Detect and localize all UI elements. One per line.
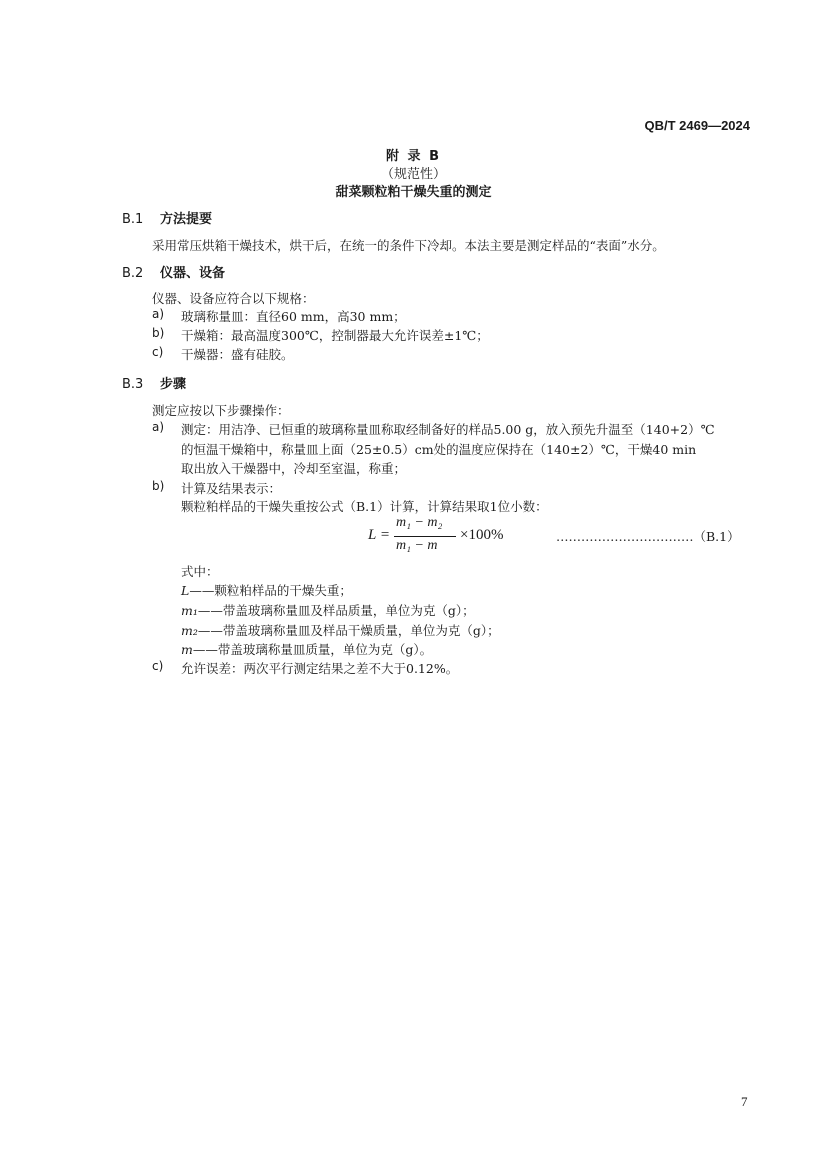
formula-numerator: m₁ − m₂ [396,515,443,530]
variable-symbol: m [181,642,193,657]
variable-description: ——带盖玻璃称量皿及样品干燥质量，单位为克（g）； [197,623,500,638]
step-b-title: 计算及结果表示： [181,481,282,496]
formula-b1 [368,515,508,555]
list-item-label: b) [152,479,165,493]
b2-intro: 仪器、设备应符合以下规格： [152,291,315,306]
fraction-bar [394,536,456,537]
variable-definition [181,621,500,639]
variable-symbol: m₁ [181,603,198,618]
list-item: 干燥器：盛有硅胶。 [181,347,294,362]
section-heading-b3 [122,373,186,392]
b3-intro: 测定应按以下步骤操作： [152,403,290,418]
variable-definition [181,581,352,599]
variable-symbol: L [181,583,190,598]
list-item-label: b) [152,326,165,340]
page-number: 7 [741,1094,748,1109]
standard-number: QB/T 2469—2024 [644,118,750,133]
section-title: 仪器、设备 [160,266,226,281]
annex-heading: 附 录 B [386,149,441,164]
section-number: B.3 [122,377,144,392]
variable-description: ——带盖玻璃称量皿及样品质量，单位为克（g）； [197,603,475,618]
variable-symbol: m₂ [181,623,198,638]
step-b-text: 颗粒粕样品的干燥失重按公式（B.1）计算，计算结果取1位小数： [181,499,548,514]
formula-factor: ×100% [460,527,504,543]
equation-number: ……………………………（B.1） [556,529,740,544]
formula-lhs: L = [368,527,390,543]
step-c-text: 允许误差：两次平行测定结果之差不大于0.12%。 [181,661,459,676]
section-number: B.1 [122,212,144,227]
list-item-label: c) [152,659,164,673]
section-number: B.2 [122,266,144,281]
b1-paragraph: 采用常压烘箱干燥技术，烘干后，在统一的条件下冷却。本法主要是测定样品的“表面”水分。 [152,238,665,253]
variable-description: ——带盖玻璃称量皿质量，单位为克（g）。 [192,642,433,657]
step-a-line-3: 取出放入干燥器中，冷却至室温，称重； [181,461,407,476]
list-item-label: c) [152,345,164,359]
step-a-line-1: 测定：用洁净、已恒重的玻璃称量皿称取经制备好的样品5.00 g，放入预先升温至（140+2）℃ [181,422,715,437]
list-item-label: a) [152,420,165,434]
variable-definition [181,601,475,619]
variable-description: ——颗粒粕样品的干燥失重； [189,583,352,598]
list-item-label: a) [152,307,165,321]
section-title: 步骤 [160,377,187,392]
annex-title: 甜菜颗粒粕干燥失重的测定 [335,185,492,200]
section-heading-b1 [122,208,212,227]
formula-denominator: m₁ − m [396,538,438,553]
section-title: 方法提要 [160,212,213,227]
list-item: 玻璃称量皿：直径60 mm，高30 mm； [181,309,406,324]
where-intro: 式中： [181,564,219,579]
step-a-line-2: 的恒温干燥箱中，称量皿上面（25±0.5）cm处的温度应保持在（140±2）℃，干燥40 min [181,442,697,457]
list-item: 干燥箱：最高温度300℃，控制器最大允许误差±1℃； [181,328,489,343]
annex-nature: （规范性） [380,167,446,182]
section-heading-b2 [122,262,225,281]
variable-definition [181,640,432,658]
